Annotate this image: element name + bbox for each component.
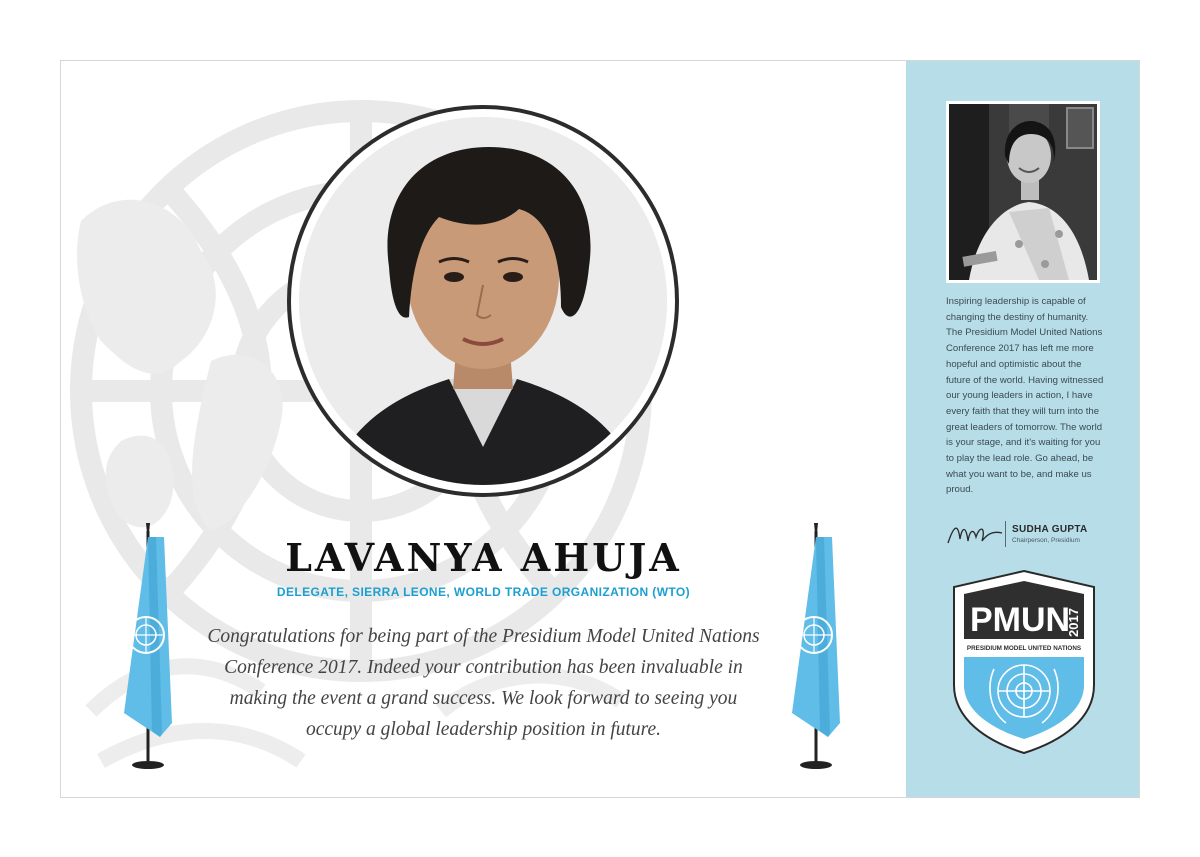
congratulations-message: Congratulations for being part of the Presidium Model United Nations Conference 2017. Indeed your contribution has been invaluable in making the event a grand success. We look forward to seeing you occupy a global leadership position in future. bbox=[207, 626, 760, 740]
chairperson-portrait-icon bbox=[949, 104, 1097, 280]
badge-full-name: PRESIDIUM MODEL UNITED NATIONS bbox=[966, 645, 1082, 652]
certificate bbox=[60, 60, 1140, 798]
delegate-photo bbox=[299, 117, 667, 485]
chairperson-name: SUDHA GUPTA bbox=[1012, 524, 1088, 535]
delegate-portrait-icon bbox=[299, 117, 667, 485]
chairperson-title: Chairperson, Presidium bbox=[1012, 537, 1080, 544]
chairperson-message: Inspiring leadership is capable of changing the destiny of humanity. The Presidium Model United Nations Conference 2017 has left me more hopeful and optimistic about the future of the world. Having witnessed our young leaders in action, I have every faith that they will turn into the great leaders of tomorrow. The world is your stage, and it's waiting for you to play the lead role. Go ahead, be what you want to be, and make us proud. bbox=[946, 296, 1104, 496]
badge-year: 2017 bbox=[1066, 608, 1081, 637]
pmun-badge bbox=[950, 569, 1098, 755]
signature-block bbox=[946, 517, 1116, 557]
un-flag-icon bbox=[116, 523, 186, 773]
un-flag-icon bbox=[784, 523, 854, 773]
main-panel bbox=[61, 61, 906, 798]
delegate-photo-frame bbox=[287, 105, 679, 497]
delegate-role: DELEGATE, SIERRA LEONE, WORLD TRADE ORGANIZATION (WTO) bbox=[276, 585, 691, 599]
signature-divider bbox=[1005, 521, 1006, 547]
signature-icon bbox=[946, 519, 1004, 549]
delegate-name: LAVANYA AHUJA bbox=[285, 535, 682, 580]
chairperson-photo bbox=[946, 101, 1100, 283]
badge-acronym: PMUN bbox=[970, 601, 1071, 639]
chairperson-panel bbox=[906, 61, 1140, 798]
